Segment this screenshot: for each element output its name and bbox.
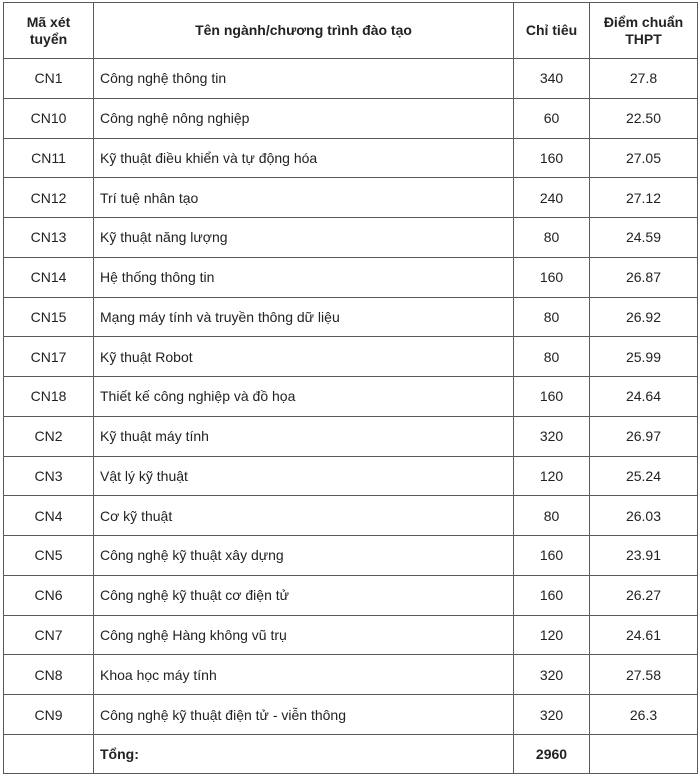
cell-score: 26.27 bbox=[590, 575, 698, 615]
cell-program: Hệ thống thông tin bbox=[94, 257, 514, 297]
cell-program: Cơ kỹ thuật bbox=[94, 496, 514, 536]
cell-code: CN13 bbox=[4, 218, 94, 258]
cell-program: Công nghệ Hàng không vũ trụ bbox=[94, 615, 514, 655]
table-row bbox=[4, 416, 698, 456]
cell-code: CN7 bbox=[4, 615, 94, 655]
cell-score: 26.92 bbox=[590, 297, 698, 337]
header-code-line2: tuyển bbox=[29, 30, 68, 47]
cell-quota: 240 bbox=[514, 178, 590, 218]
cell-code: CN2 bbox=[4, 416, 94, 456]
cell-score: 26.97 bbox=[590, 416, 698, 456]
cell-quota: 120 bbox=[514, 615, 590, 655]
table-row bbox=[4, 337, 698, 377]
cell-quota: 320 bbox=[514, 695, 590, 735]
table-row bbox=[4, 536, 698, 576]
cell-quota: 80 bbox=[514, 496, 590, 536]
cell-score: 23.91 bbox=[590, 536, 698, 576]
cell-score: 26.87 bbox=[590, 257, 698, 297]
cell-quota: 160 bbox=[514, 536, 590, 576]
cell-code: CN14 bbox=[4, 257, 94, 297]
header-code-line1: Mã xét bbox=[26, 13, 71, 30]
cell-program: Mạng máy tính và truyền thông dữ liệu bbox=[94, 297, 514, 337]
header-score bbox=[590, 3, 698, 59]
cell-score: 25.24 bbox=[590, 456, 698, 496]
cell-score: 22.50 bbox=[590, 98, 698, 138]
cell-score: 26.03 bbox=[590, 496, 698, 536]
cell-quota: 320 bbox=[514, 655, 590, 695]
cell-quota: 120 bbox=[514, 456, 590, 496]
cell-code: CN5 bbox=[4, 536, 94, 576]
table-body bbox=[4, 59, 698, 735]
cell-score: 24.64 bbox=[590, 377, 698, 417]
cell-code: CN10 bbox=[4, 98, 94, 138]
cell-code: CN18 bbox=[4, 377, 94, 417]
cell-score: 25.99 bbox=[590, 337, 698, 377]
table-row bbox=[4, 695, 698, 735]
table-row bbox=[4, 138, 698, 178]
table-row bbox=[4, 456, 698, 496]
cell-quota: 340 bbox=[514, 59, 590, 99]
cell-code: CN9 bbox=[4, 695, 94, 735]
table-row bbox=[4, 218, 698, 258]
cell-program: Kỹ thuật điều khiển và tự động hóa bbox=[94, 138, 514, 178]
table-row bbox=[4, 297, 698, 337]
table-row bbox=[4, 655, 698, 695]
cell-code: CN11 bbox=[4, 138, 94, 178]
cell-quota: 80 bbox=[514, 297, 590, 337]
table-row bbox=[4, 377, 698, 417]
header-code bbox=[4, 3, 94, 59]
cell-quota: 80 bbox=[514, 337, 590, 377]
cell-program: Kỹ thuật năng lượng bbox=[94, 218, 514, 258]
header-score-line1: Điểm chuẩn bbox=[603, 13, 684, 30]
total-code-cell bbox=[4, 735, 94, 774]
header-program: Tên ngành/chương trình đào tạo bbox=[94, 3, 514, 59]
cell-code: CN17 bbox=[4, 337, 94, 377]
cell-program: Trí tuệ nhân tạo bbox=[94, 178, 514, 218]
cell-code: CN15 bbox=[4, 297, 94, 337]
cell-quota: 160 bbox=[514, 575, 590, 615]
cell-program: Công nghệ kỹ thuật cơ điện tử bbox=[94, 575, 514, 615]
cell-code: CN4 bbox=[4, 496, 94, 536]
table-row bbox=[4, 615, 698, 655]
total-quota: 2960 bbox=[514, 735, 590, 774]
table-row bbox=[4, 98, 698, 138]
cell-program: Công nghệ thông tin bbox=[94, 59, 514, 99]
cell-score: 27.05 bbox=[590, 138, 698, 178]
cell-program: Kỹ thuật máy tính bbox=[94, 416, 514, 456]
table-row bbox=[4, 257, 698, 297]
cell-program: Thiết kế công nghiệp và đồ họa bbox=[94, 377, 514, 417]
table-row bbox=[4, 496, 698, 536]
total-row bbox=[4, 735, 698, 774]
cell-score: 27.8 bbox=[590, 59, 698, 99]
cell-code: CN1 bbox=[4, 59, 94, 99]
cell-quota: 160 bbox=[514, 138, 590, 178]
cell-score: 26.3 bbox=[590, 695, 698, 735]
header-row bbox=[4, 3, 698, 59]
cell-score: 24.59 bbox=[590, 218, 698, 258]
cell-score: 24.61 bbox=[590, 615, 698, 655]
admission-scores-table bbox=[3, 2, 698, 774]
cell-code: CN12 bbox=[4, 178, 94, 218]
cell-program: Kỹ thuật Robot bbox=[94, 337, 514, 377]
cell-program: Khoa học máy tính bbox=[94, 655, 514, 695]
cell-quota: 60 bbox=[514, 98, 590, 138]
cell-quota: 80 bbox=[514, 218, 590, 258]
cell-code: CN3 bbox=[4, 456, 94, 496]
total-label: Tổng: bbox=[94, 735, 514, 774]
cell-quota: 160 bbox=[514, 377, 590, 417]
cell-program: Công nghệ nông nghiệp bbox=[94, 98, 514, 138]
cell-score: 27.58 bbox=[590, 655, 698, 695]
table-row bbox=[4, 178, 698, 218]
cell-code: CN8 bbox=[4, 655, 94, 695]
cell-score: 27.12 bbox=[590, 178, 698, 218]
cell-quota: 160 bbox=[514, 257, 590, 297]
cell-program: Công nghệ kỹ thuật xây dựng bbox=[94, 536, 514, 576]
total-score-cell bbox=[590, 735, 698, 774]
cell-quota: 320 bbox=[514, 416, 590, 456]
header-score-line2: THPT bbox=[625, 30, 662, 47]
header-quota: Chỉ tiêu bbox=[514, 3, 590, 59]
cell-code: CN6 bbox=[4, 575, 94, 615]
cell-program: Công nghệ kỹ thuật điện tử - viễn thông bbox=[94, 695, 514, 735]
table-row bbox=[4, 575, 698, 615]
cell-program: Vật lý kỹ thuật bbox=[94, 456, 514, 496]
table-row bbox=[4, 59, 698, 99]
